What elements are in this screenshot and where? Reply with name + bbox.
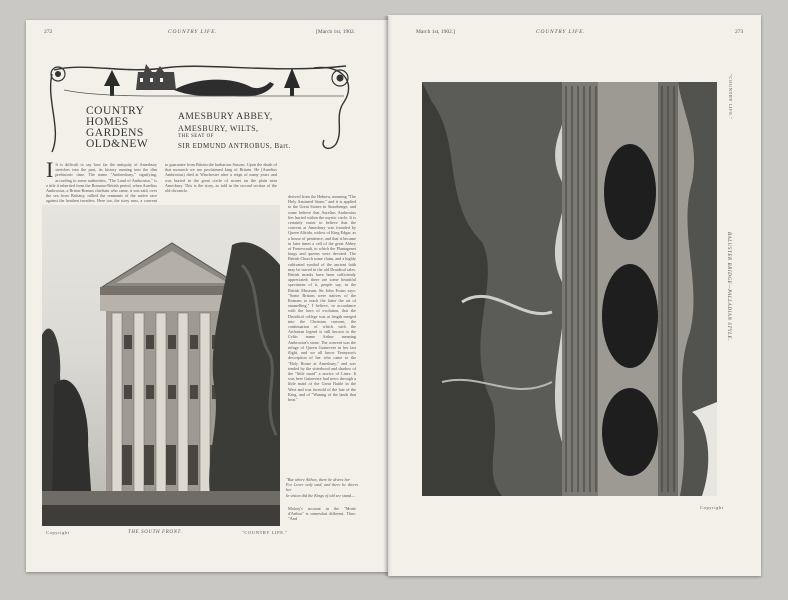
series-title-line-1: COUNTRY — [86, 105, 145, 117]
article-title: AMESBURY ABBEY, — [178, 112, 273, 122]
right-date: March 1st, 1902.] — [416, 29, 456, 35]
left-photo-credit-left: Copyright — [46, 530, 70, 535]
center-fold — [383, 16, 393, 576]
series-title-line-4: OLD&NEW — [86, 138, 149, 150]
bridge-caption-vertical: BALUSTER BRIDGE—PALLADIAN STYLE. — [726, 232, 731, 341]
seat-of-label: THE SEAT OF — [178, 134, 214, 139]
left-page-number: 272 — [44, 29, 53, 35]
body-column-2-end: Malory's account in the "Morte d'Arthur" is somewhat different. Thus: "And — [288, 506, 356, 522]
right-page-number: 273 — [735, 29, 744, 35]
right-photo-credit-vertical: "COUNTRY LIFE." — [728, 74, 733, 120]
owner-name: SIR EDMUND ANTROBUS, Bart. — [178, 142, 291, 150]
series-title-line-2: HOMES — [86, 116, 129, 128]
series-title — [86, 106, 148, 150]
drop-cap: I — [46, 157, 54, 182]
body-column-1-text: It is difficult to say how far the antiquity of Amesbury stretches into the past, its history running into the dim prehistoric time. The name "Ambresbury," signifying, according to some authorities, "The Land of Ambrosius," is a title it inherited from the Romano-British period, when Aurelius Ambrosius, a Briton-Roman chieftain who came, it was said, over the sea from Brittany, rallied the remnants of the native race against the heathen invaders. Here too, the story runs, a convent — [46, 162, 157, 204]
left-magazine-title: COUNTRY LIFE. — [168, 29, 218, 35]
body-column-2-top: to guarantee from Britain the barbarous Saxons. Upon the death of that monarch we are proclaimed king of Britain. He (Aurelius Ambrosius) died at Winchester after a reign of many years and was buried in the great circle of stones on the plain near Amesbury. This is the story, as told in the second section of the old chronicle. — [165, 162, 277, 194]
left-date: [March 1st, 1902. — [316, 29, 356, 35]
south-front-caption: THE SOUTH FRONT. — [128, 530, 183, 535]
verse-line-1: "But where Althea, there he divers her — [286, 477, 351, 482]
right-photo-credit-bottom: Copyright — [700, 505, 724, 510]
series-title-line-3: GARDENS — [86, 127, 144, 139]
body-column-1 — [46, 157, 157, 204]
verse-line-3: In vision did the Kings of old see stand— — [286, 492, 355, 498]
bridge-illustration — [422, 82, 717, 496]
left-photo-credit-right: "COUNTRY LIFE." — [242, 530, 288, 535]
south-front-photo — [42, 205, 280, 526]
body-column-2: derived from the Hebrew, meaning "The Holy Anointed Stone," and it is applied to the Great Stones in Stonehenge, and some believe that Aurelius Ambrosius lies buried within the mystic circle. It is certainly easier to believe that the convent at Amesbury was founded by Queen Alfrida, widow of King Edgar, as a house of penitence, and that it became in later times a cell of the great Abbey of Fontevrault, to which the Plantagenet kings and queens were devoted. The British Church some claim, and a highly cultivated symbol of the ancient faith may be traced in the old Druidical tales. British monks have been sufficiently appreciated; there are some beautiful specimens of it, people say, in the British Museum, Sir John Evans says: "Some Britons were natives of the Romans to teach the latter the art of enamelling." I believe, in accordance with the laws of evolution, that the Druidical college was at length merged into the Christian convent, the continuation of which with the Arthurian legend is still known to the Celtic name Arthur meaning Ambrosius's stone. The convent was the refuge of Queen Guinevere in her last flight, and we all know Tennyson's description of her who came to the "Holy House at Amesbury," and was tended by the sisterhood and shadow of the "little maid" a novice of Lines. It was here Guinevere had news through a little maid of the Great Battle in the West and was foretold of the fate of the King, and of "Waning of the lands that bear." — [288, 194, 356, 402]
article-subtitle: AMESBURY, WILTS, — [178, 124, 259, 133]
verse-quote — [286, 477, 358, 503]
baluster-bridge-photo — [422, 82, 717, 496]
mansion-illustration — [42, 205, 280, 526]
right-magazine-title: COUNTRY LIFE. — [536, 29, 586, 35]
verse-line-2: For Lover only said, and there he divers her — [286, 482, 358, 493]
